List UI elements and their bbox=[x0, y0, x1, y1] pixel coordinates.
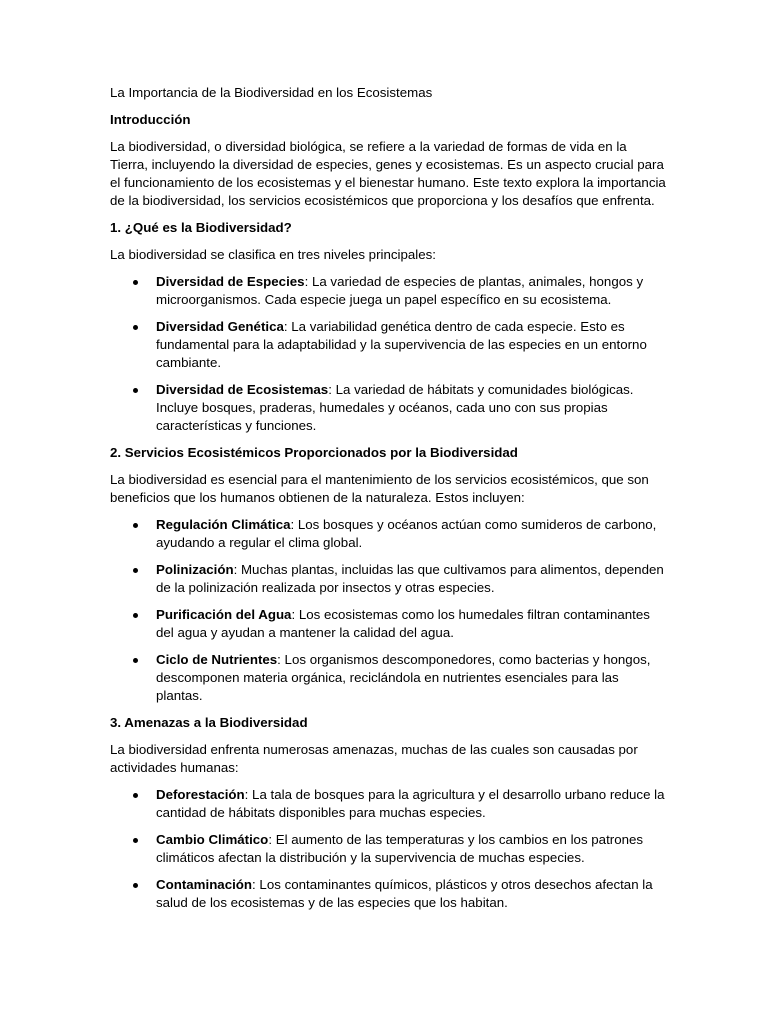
list-item-text: : Los contaminantes químicos, plásticos y otros desechos afectan la salud de los ecosistemas y de las especies que los habitan. bbox=[156, 877, 653, 910]
list-item-text: : La variabilidad genética dentro de cada especie. Esto es fundamental para la adaptabilidad y la supervivencia de las especies en un entorno cambiante. bbox=[156, 319, 647, 370]
bullet-icon bbox=[133, 658, 138, 663]
list-item bbox=[110, 561, 668, 597]
list-item-text: : La tala de bosques para la agricultura y el desarrollo urbano reduce la cantidad de hábitats disponibles para muchas especies. bbox=[156, 787, 665, 820]
intro-heading: Introducción bbox=[110, 112, 191, 127]
bullet-icon bbox=[133, 568, 138, 573]
section-2-heading: 2. Servicios Ecosistémicos Proporcionados por la Biodiversidad bbox=[110, 445, 518, 460]
intro-paragraph: La biodiversidad, o diversidad biológica, se refiere a la variedad de formas de vida en la Tierra, incluyendo la diversidad de especies, genes y ecosistemas. Es un aspecto crucial para el funcionamiento de los ecosistemas y el bienestar humano. Este texto explora la importancia de la biodiversidad, los servicios ecosistémicos que proporciona y los desafíos que enfrenta. bbox=[110, 139, 666, 208]
section-1-paragraph: La biodiversidad se clasifica en tres niveles principales: bbox=[110, 247, 436, 262]
list-item-text: : La variedad de especies de plantas, animales, hongos y microorganismos. Cada especie juega un papel específico en su ecosistema. bbox=[156, 274, 644, 307]
section-1-heading: 1. ¿Qué es la Biodiversidad? bbox=[110, 220, 292, 235]
list-item bbox=[110, 786, 668, 822]
list-item bbox=[110, 273, 668, 309]
list-item-term: Diversidad Genética bbox=[156, 319, 284, 334]
bullet-icon bbox=[133, 388, 138, 393]
bullet-icon bbox=[133, 838, 138, 843]
section-2-paragraph: La biodiversidad es esencial para el mantenimiento de los servicios ecosistémicos, que son beneficios que los humanos obtienen de la naturaleza. Estos incluyen: bbox=[110, 472, 649, 505]
list-item bbox=[110, 318, 668, 372]
section-3-paragraph: La biodiversidad enfrenta numerosas amenazas, muchas de las cuales son causadas por actividades humanas: bbox=[110, 742, 638, 775]
list-item bbox=[110, 606, 668, 642]
list-item-term: Polinización bbox=[156, 562, 234, 577]
list-item-text: : Los organismos descomponedores, como bacterias y hongos, descomponen materia orgánica, reciclándola en nutrientes esenciales para las plantas. bbox=[156, 652, 651, 703]
bullet-icon bbox=[133, 883, 138, 888]
list-item-text: : Los bosques y océanos actúan como sumideros de carbono, ayudando a regular el clima global. bbox=[156, 517, 657, 550]
list-item-text: : El aumento de las temperaturas y los cambios en los patrones climáticos afectan la distribución y la supervivencia de muchas especies. bbox=[156, 832, 644, 865]
list-item-term: Diversidad de Ecosistemas bbox=[156, 382, 329, 397]
document-title: La Importancia de la Biodiversidad en los Ecosistemas bbox=[110, 85, 433, 100]
bullet-icon bbox=[133, 613, 138, 618]
bullet-icon bbox=[133, 325, 138, 330]
list-item-term: Purificación del Agua bbox=[156, 607, 292, 622]
list-item-term: Contaminación bbox=[156, 877, 253, 892]
bullet-icon bbox=[133, 280, 138, 285]
list-item-term: Deforestación bbox=[156, 787, 245, 802]
list-item bbox=[110, 876, 668, 912]
list-item bbox=[110, 381, 668, 435]
list-item-text: : La variedad de hábitats y comunidades biológicas. Incluye bosques, praderas, humedales y océanos, cada uno con sus propias características y funciones. bbox=[156, 382, 634, 433]
list-item-text: : Los ecosistemas como los humedales filtran contaminantes del agua y ayudan a mantener la calidad del agua. bbox=[156, 607, 650, 640]
list-item-term: Diversidad de Especies bbox=[156, 274, 305, 289]
list-item-term: Cambio Climático bbox=[156, 832, 269, 847]
list-item-text: : Muchas plantas, incluidas las que cultivamos para alimentos, dependen de la polinización realizada por insectos y otras especies. bbox=[156, 562, 664, 595]
bullet-icon bbox=[133, 793, 138, 798]
list-item-term: Regulación Climática bbox=[156, 517, 291, 532]
list-item bbox=[110, 831, 668, 867]
section-1-list bbox=[110, 273, 668, 435]
list-item bbox=[110, 516, 668, 552]
bullet-icon bbox=[133, 523, 138, 528]
list-item-term: Ciclo de Nutrientes bbox=[156, 652, 278, 667]
list-item bbox=[110, 651, 668, 705]
section-3-heading: 3. Amenazas a la Biodiversidad bbox=[110, 715, 308, 730]
section-2-list bbox=[110, 516, 668, 705]
section-3-list bbox=[110, 786, 668, 912]
